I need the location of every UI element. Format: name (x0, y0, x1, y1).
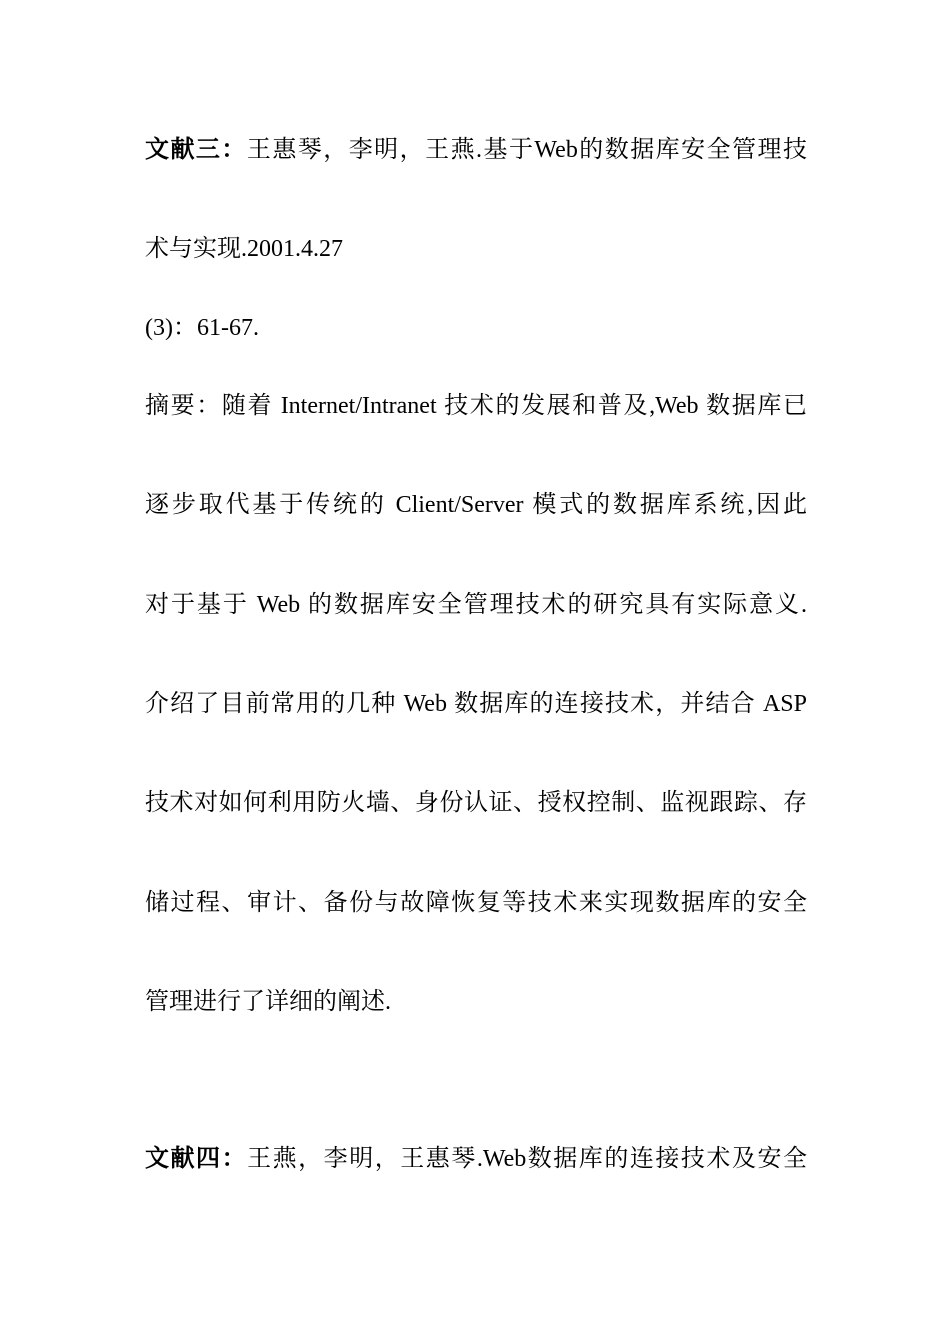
ref4-heading-line (145, 1144, 807, 1174)
ref3-citation-part3: (3)：61-67. (145, 315, 259, 341)
ref3-label: 文献三： (145, 137, 247, 163)
ref4-label: 文献四： (145, 1146, 248, 1172)
ref3-abstract-line-3: 对于基于 Web 的数据库安全管理技术的研究具有实际意义. (145, 592, 807, 618)
ref3-abstract-line-5: 技术对如何利用防火墙、身份认证、授权控制、监视跟踪、存 (145, 790, 807, 816)
ref3-citation-part2: 术与实现.2001.4.27 (145, 236, 343, 262)
ref4-citation-part1: 王燕，李明，王惠琴.Web数据库的连接技术及安全 (247, 1146, 807, 1172)
ref3-abstract-line-7: 管理进行了详细的阐述. (145, 989, 391, 1015)
ref3-abstract-line-2: 逐步取代基于传统的 Client/Server 模式的数据库系统,因此 (145, 492, 807, 518)
ref3-abstract-line-4: 介绍了目前常用的几种 Web 数据库的连接技术，并结合 ASP (145, 691, 807, 717)
ref3-heading-line (145, 135, 807, 165)
ref3-abstract-line-1: 摘要：随着 Internet/Intranet 技术的发展和普及,Web 数据库已 (145, 393, 807, 419)
ref3-abstract-line-6: 储过程、审计、备份与故障恢复等技术来实现数据库的安全 (145, 890, 807, 916)
ref3-citation-part1: 王惠琴，李明，王燕.基于Web的数据库安全管理技 (246, 137, 807, 163)
